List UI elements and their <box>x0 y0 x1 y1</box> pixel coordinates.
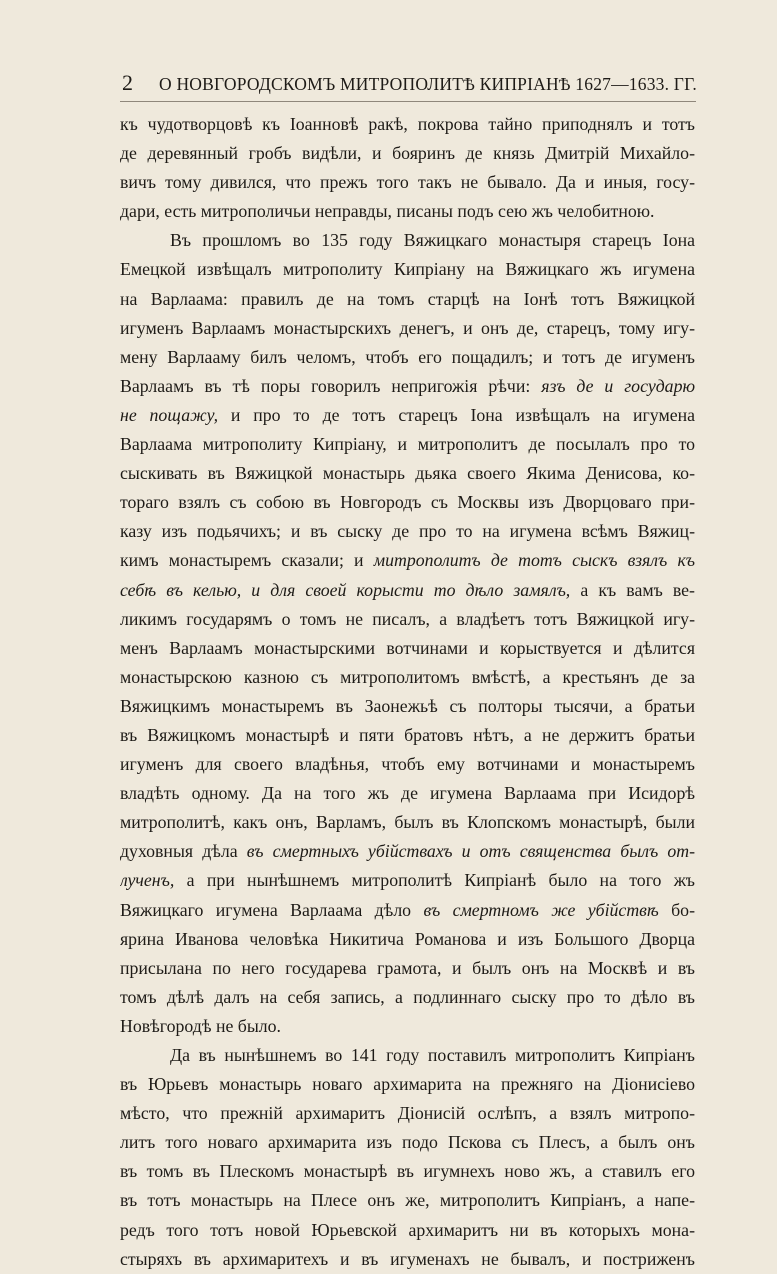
text-line <box>120 401 695 430</box>
text-line: вичъ тому дивился, что прежъ того такъ не бывало. Да и иныя, госу- <box>120 172 695 193</box>
text-line: игуменъ Варлаамъ монастырскихъ денегъ, и онъ де, старецъ, тому игу- <box>120 317 695 338</box>
text-segment: духовныя дѣла <box>120 841 247 862</box>
text-line: сыскивать въ Вяжицкой монастырь дьяка своего Якима Денисова, ко- <box>120 463 695 484</box>
text-line <box>120 896 695 925</box>
text-line: ликимъ государямъ о томъ не писалъ, а владѣетъ тотъ Вяжицкой игу- <box>120 608 695 629</box>
text-line: на Варлаама: правилъ де на томъ старцѣ на Іонѣ тотъ Вяжицкой <box>120 288 695 309</box>
text-segment: и про то де тотъ старецъ Іона извѣщалъ на игумена <box>218 404 695 425</box>
text-segment: а при нынѣшнемъ митрополитѣ Кипріанѣ было на того жъ <box>174 870 695 891</box>
text-line: ярина Иванова человѣка Никитича Романова и изъ Большого Дворца <box>120 928 695 949</box>
text-line: дари, есть митрополичьи неправды, писаны подъ сею жъ челобитною. <box>120 201 655 222</box>
text-line: монастырскою казною съ митрополитомъ вмѣстѣ, а крестьянъ де за <box>120 666 695 687</box>
text-segment: а къ вамъ ве- <box>570 579 695 600</box>
text-line: Да въ нынѣшнемъ во 141 году поставилъ митрополитъ Кипріанъ <box>170 1045 695 1065</box>
text-line: Варлаама митрополиту Кипріану, и митрополитъ де посылалъ про то <box>120 434 695 455</box>
text-line <box>120 837 695 866</box>
text-line: Вяжицкимъ монастыремъ въ Заонежьѣ съ полторы тысячи, а братьи <box>120 695 695 716</box>
text-line: присылана по него государева грамота, и былъ онъ на Москвѣ и въ <box>120 957 695 978</box>
text-line: тораго взялъ съ собою въ Новгородъ съ Москвы изъ Дворцоваго при- <box>120 492 695 513</box>
italic-segment: лученъ, <box>120 870 175 891</box>
text-line <box>120 866 695 895</box>
italic-segment: митрополитъ де тотъ сыскъ взялъ къ <box>373 550 695 571</box>
text-line: въ Вяжицкомъ монастырѣ и пяти братовъ нѣтъ, а не держитъ братьи <box>120 724 695 745</box>
text-line: литъ того новаго архимарита изъ подо Пскова съ Плесъ, а былъ онъ <box>120 1132 695 1153</box>
text-line <box>120 546 695 575</box>
italic-segment: въ смертномъ же убійствѣ <box>423 899 659 920</box>
text-line: Емецкой извѣщалъ митрополиту Кипріану на Вяжицкаго жъ игумена <box>120 259 695 280</box>
body-text <box>120 110 695 1274</box>
text-line <box>120 372 695 401</box>
header-rule <box>120 101 696 102</box>
running-head: О НОВГОРОДСКОМЪ МИТРОПОЛИТѢ КИПРІАНѢ 1627—1633. ГГ. <box>159 74 697 94</box>
text-segment: кимъ монастыремъ сказали; и <box>120 550 374 571</box>
text-line: къ чудотворцовѣ къ Іоанновѣ ракѣ, покрова тайно приподнялъ и тотъ <box>120 114 695 134</box>
text-line: томъ дѣлѣ далъ на себя запись, а подлиннаго сыску про то дѣло въ <box>120 986 695 1007</box>
italic-segment: себѣ въ келью, и для своей корысти то дѣло замялъ, <box>120 579 571 600</box>
text-segment: Вяжицкаго игумена Варлаама дѣло <box>120 899 424 920</box>
text-line: владѣть одному. Да на того жъ де игумена Варлаама при Исидорѣ <box>120 783 695 804</box>
page-number: 2 <box>122 70 133 95</box>
italic-segment: не пощажу, <box>120 404 219 425</box>
text-line: стыряхъ въ архимаритехъ и въ игуменахъ не бывалъ, и постриженъ <box>120 1248 695 1269</box>
text-line: Новѣгородѣ не было. <box>120 1015 281 1036</box>
text-line: менъ Варлаамъ монастырскими вотчинами и корыствуется и дѣлится <box>120 637 695 658</box>
text-line <box>120 576 695 605</box>
text-line: въ Юрьевъ монастырь новаго архимарита на прежняго на Діонисіево <box>120 1074 695 1095</box>
page-header <box>122 70 697 100</box>
text-segment: бо- <box>658 899 695 920</box>
text-line: редъ того тотъ новой Юрьевской архимаритъ ни въ которыхъ мона- <box>120 1219 695 1240</box>
italic-segment: язъ де и государю <box>541 375 695 396</box>
text-line: Въ прошломъ во 135 году Вяжицкаго монастыря старецъ Іона <box>170 230 695 251</box>
text-line: мѣсто, что прежній архимаритъ Діонисій ослѣпъ, а взялъ митропо- <box>120 1103 695 1124</box>
text-line: казу изъ подьячихъ; и въ сыску де про то на игумена всѣмъ Вяжиц- <box>120 521 695 542</box>
text-line: въ тотъ монастырь на Плесе онъ же, митрополитъ Кипріанъ, а напе- <box>120 1190 695 1211</box>
text-segment: Варлаамъ въ тѣ поры говорилъ непригожія рѣчи: <box>120 375 542 396</box>
italic-segment: въ смертныхъ убійствахъ и отъ священства былъ от- <box>246 841 695 862</box>
text-line: де деревянный гробъ видѣли, и бояринъ де князь Дмитрій Михайло- <box>120 143 695 164</box>
text-line: митрополитѣ, какъ онъ, Варламъ, былъ въ Клопскомъ монастырѣ, были <box>120 812 695 833</box>
text-line: мену Варлааму билъ челомъ, чтобъ его пощадилъ; и тотъ де игуменъ <box>120 346 695 367</box>
text-line: въ томъ въ Плескомъ монастырѣ въ игумнехъ ново жъ, а ставилъ его <box>120 1161 695 1182</box>
text-line: игуменъ для своего владѣнья, чтобъ ему вотчинами и монастыремъ <box>120 754 695 775</box>
